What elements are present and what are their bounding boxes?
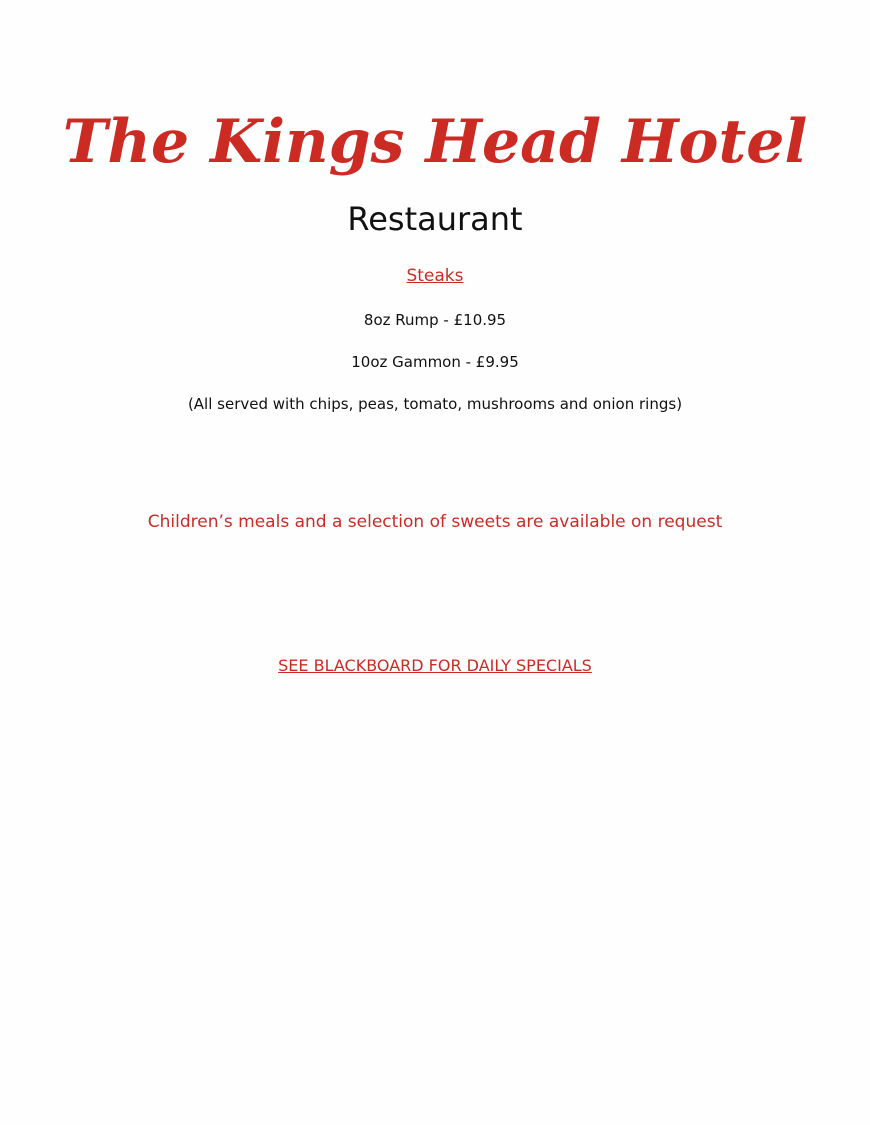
- hotel-title: The Kings Head Hotel: [62, 107, 808, 177]
- menu-item-rump: 8oz Rump - £10.95: [363, 311, 507, 329]
- childrens-meals-notice: Children’s meals and a selection of sweets are available on request: [147, 512, 723, 532]
- serving-note: (All served with chips, peas, tomato, mushrooms and onion rings): [187, 395, 683, 413]
- menu-item-gammon: 10oz Gammon - £9.95: [351, 353, 519, 371]
- restaurant-subtitle: Restaurant: [347, 200, 523, 238]
- daily-specials-notice: SEE BLACKBOARD FOR DAILY SPECIALS: [278, 656, 592, 675]
- steaks-heading: Steaks: [406, 266, 464, 286]
